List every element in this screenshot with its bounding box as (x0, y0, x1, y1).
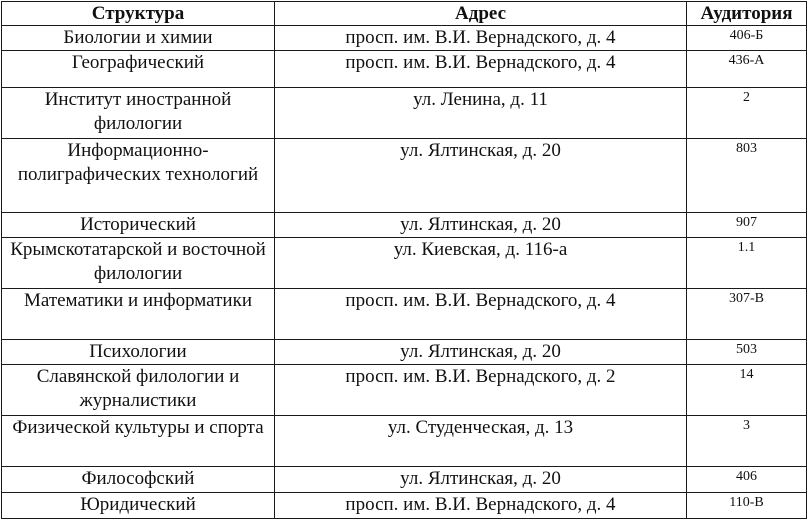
table-row (2, 289, 807, 340)
cell-address: ул. Студенческая, д. 13 (275, 416, 687, 467)
cell-room: 436-А (687, 51, 807, 88)
cell-structure: Географический (2, 51, 275, 88)
cell-room: 406 (687, 467, 807, 493)
table-row (2, 51, 807, 88)
table-row (2, 213, 807, 238)
table-row (2, 416, 807, 467)
cell-room: 110-В (687, 493, 807, 519)
cell-structure: Психологии (2, 340, 275, 365)
cell-structure: Биологии и химии (2, 26, 275, 51)
table-row (2, 26, 807, 51)
cell-structure: Математики и информатики (2, 289, 275, 340)
table-header-row (2, 2, 807, 26)
cell-address: ул. Ялтинская, д. 20 (275, 467, 687, 493)
structures-table (1, 1, 807, 519)
cell-room: 406-Б (687, 26, 807, 51)
cell-structure: Юридический (2, 493, 275, 519)
cell-address: ул. Ялтинская, д. 20 (275, 139, 687, 213)
cell-address: просп. им. В.И. Вернадского, д. 2 (275, 365, 687, 416)
table-row (2, 365, 807, 416)
table-row (2, 467, 807, 493)
cell-structure: Информационно-полиграфических технологий (2, 139, 275, 213)
cell-room: 503 (687, 340, 807, 365)
cell-room: 3 (687, 416, 807, 467)
table-row (2, 88, 807, 139)
header-structure: Структура (2, 2, 275, 26)
cell-structure: Философский (2, 467, 275, 493)
cell-room: 2 (687, 88, 807, 139)
table-row (2, 139, 807, 213)
cell-structure: Славянской филологии и журналистики (2, 365, 275, 416)
cell-address: просп. им. В.И. Вернадского, д. 4 (275, 51, 687, 88)
cell-address: просп. им. В.И. Вернадского, д. 4 (275, 26, 687, 51)
cell-room: 803 (687, 139, 807, 213)
cell-address: ул. Ялтинская, д. 20 (275, 340, 687, 365)
cell-room: 307-В (687, 289, 807, 340)
cell-address: просп. им. В.И. Вернадского, д. 4 (275, 493, 687, 519)
cell-structure: Институт иностранной филологии (2, 88, 275, 139)
header-room: Аудитория (687, 2, 807, 26)
cell-structure: Крымскотатарской и восточной филологии (2, 238, 275, 289)
cell-address: ул. Киевская, д. 116-а (275, 238, 687, 289)
cell-room: 14 (687, 365, 807, 416)
table-row (2, 493, 807, 519)
cell-room: 907 (687, 213, 807, 238)
cell-structure: Физической культуры и спорта (2, 416, 275, 467)
cell-address: просп. им. В.И. Вернадского, д. 4 (275, 289, 687, 340)
cell-address: ул. Ялтинская, д. 20 (275, 213, 687, 238)
cell-room: 1.1 (687, 238, 807, 289)
header-address: Адрес (275, 2, 687, 26)
cell-structure: Исторический (2, 213, 275, 238)
cell-address: ул. Ленина, д. 11 (275, 88, 687, 139)
table-row (2, 340, 807, 365)
table-row (2, 238, 807, 289)
